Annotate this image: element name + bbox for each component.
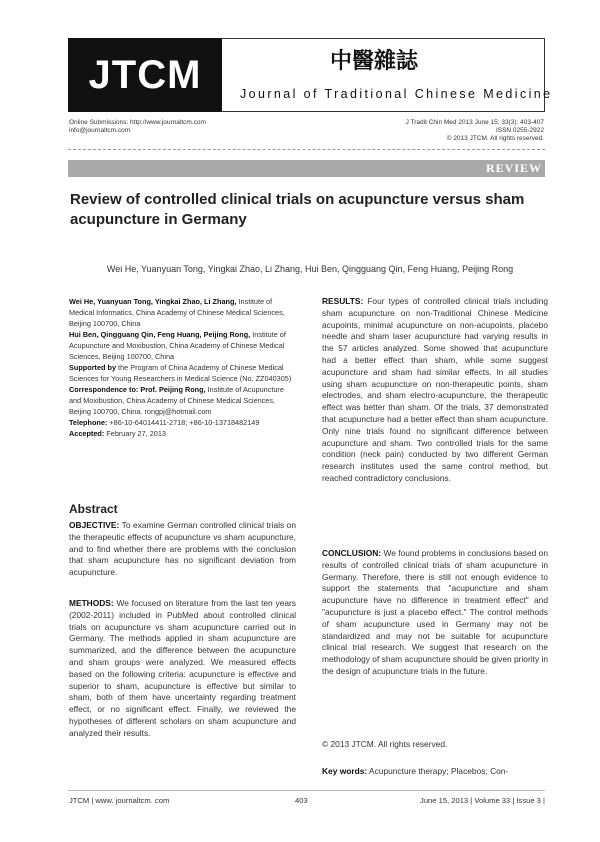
citation-text: J Tradit Chin Med 2013 June 15; 33(3): 403-407 [405,119,544,126]
citation-info [406,119,544,143]
results-text: Four types of controlled clinical trials including sham acupuncture on non-Traditional Chinese Medicine acupoints, minimal acupuncture on non-acupoints, placebo needle and sham laser acupuncture had varying results in the 57 articles analyzed. Some showed that acupuncture had a better effect than sham, while some suggest acupuncture and sham had similar effects. In all studies using sham acupuncture on non-therapeutic points, sham electrodes, and sham electro-acupuncture, the therapeutic effect was better than sham. Of the trials, 37 demonstrated that acupuncture had a better effect than sham acupuncture. Only nine trials found no significant difference between acupuncture and sham. Two controlled trials for the same condition (neck pain) conducted by two different German research institutes used the same control method, but reached contradictory conclusions. [322,296,548,483]
article-title: Review of controlled clinical trials on acupuncture versus sham acupuncture in Germany [70,191,525,228]
correspondence-label: Correspondence to: Prof. Peijing Rong, [69,385,206,394]
objective-paragraph [69,520,296,579]
funding-label: Supported by [69,363,117,372]
accepted-label: Accepted: [69,429,105,438]
submission-info [69,119,206,135]
methods-paragraph [69,598,296,740]
results-paragraph [322,296,548,485]
journal-logo [68,38,222,112]
issn-text: ISSN 0255-2922 [495,127,544,134]
section-label: REVIEW [485,161,542,175]
methods-label: METHODS: [69,598,114,608]
conclusion-paragraph [322,548,548,678]
keywords-paragraph [322,766,548,778]
footer-issue: June 15, 2013 | Volume 33 | Issue 3 | [420,796,545,805]
rights-text: © 2013 JTCM. All rights reserved. [446,135,544,142]
correspondence-note [69,384,296,417]
author-list: Wei He, Yuanyuan Tong, Yingkai Zhao, Li Zhang, Hui Ben, Qingguang Qin, Feng Huang, Peijing Rong [106,264,514,274]
conclusion-label: CONCLUSION: [322,548,382,558]
affiliation-2-authors: Hui Ben, Qingguang Qin, Feng Huang, Peijing Rong, [69,330,251,339]
funding-note [69,362,296,384]
affiliation-1-authors: Wei He, Yuanyuan Tong, Yingkai Zhao, Li Zhang, [69,297,237,306]
logo-text: JTCM [88,52,202,97]
affiliation-1-text: Institute of Medical Informatics, China Academy of Chinese Medical Sciences, Beijing 100700, China [69,297,285,328]
objective-text: To examine German controlled clinical trials on the therapeutic effects of acupuncture vs sham acupuncture, and to find whether there are problems with the conclusion that sham acupuncture has no significant deviation from acupuncture. [69,520,296,578]
journal-name: Journal of Traditional Chinese Medicine [240,87,553,101]
keywords-text: Acupuncture therapy; Placebos; Con- [367,766,509,776]
correspondence-text: Institute of Acupuncture and Moxibustion, China Academy of Chinese Medical Sciences, Beijing 100700, China. rongpj@hotmail.com [69,385,284,416]
accepted-note [69,428,296,439]
methods-text: We focused on literature from the last ten years (2002-2011) included in PubMed about controlled clinical trials on acupuncture vs sham acupuncture carried out in Germany. The methods applied in sham acupuncture are summarized, and the difference between the acupuncture and sham groups were analyzed. We measured effects based on the following criteria: acupuncture is effective and superior to sham, acupuncture is effective but similar to sham, both of them have uncertainty regarding treatment effect, or no significant effect. Finally, we reviewed the hypotheses of different scholars on sham acupuncture and analyzed their results. [69,598,296,738]
telephone-text: +86-10-64014411-2718; +86-10-13718482149 [107,418,260,427]
telephone-label: Telephone: [69,418,108,427]
footer-divider [68,790,545,791]
affiliation-1 [69,296,296,329]
journal-email[interactable]: info@journaltcm.com [69,127,131,134]
submissions-link[interactable]: Online Submissions: http://www.journaltcm.com [69,119,206,126]
results-label: RESULTS: [322,296,364,306]
conclusion-text: We found problems in conclusions based on results of controlled clinical trials of sham acupuncture in Germany. Therefore, there is still not enough evidence to support the statements that "acupuncture and sham acupuncture have no difference in treatment effect" and "acupuncture is just a placebo effect." The control methods of sham acupuncture used in Germany may not be standardized and may not be suitable for acupuncture clinical trial research. We suggest that research on the methodology of sham acupuncture should be given priority in the design of acupuncture trials in the future. [322,548,548,676]
abstract-heading: Abstract [69,502,118,516]
footer-journal: JTCM | www. journaltcm. com [69,796,170,805]
affiliation-2-text: Institute of Acupuncture and Moxibustion, China Academy of Chinese Medical Sciences, Beijing 100700, China [69,330,286,361]
keywords-label: Key words: [322,766,368,776]
header-divider [68,149,545,150]
chinese-journal-title: 中醫雜誌 [330,48,419,74]
accepted-text: February 27, 2013 [104,429,166,438]
telephone-note [69,417,296,428]
page-number: 403 [295,796,308,805]
affiliation-2 [69,329,296,362]
section-bar [68,160,545,177]
funding-text: the Program of China Academy of Chinese Medical Sciences for Young Researchers in Medical Science (No. ZZ040305) [69,363,292,383]
objective-label: OBJECTIVE: [69,520,120,530]
copyright-text: © 2013 JTCM. All rights reserved. [322,739,448,749]
affiliations-block [69,296,296,439]
